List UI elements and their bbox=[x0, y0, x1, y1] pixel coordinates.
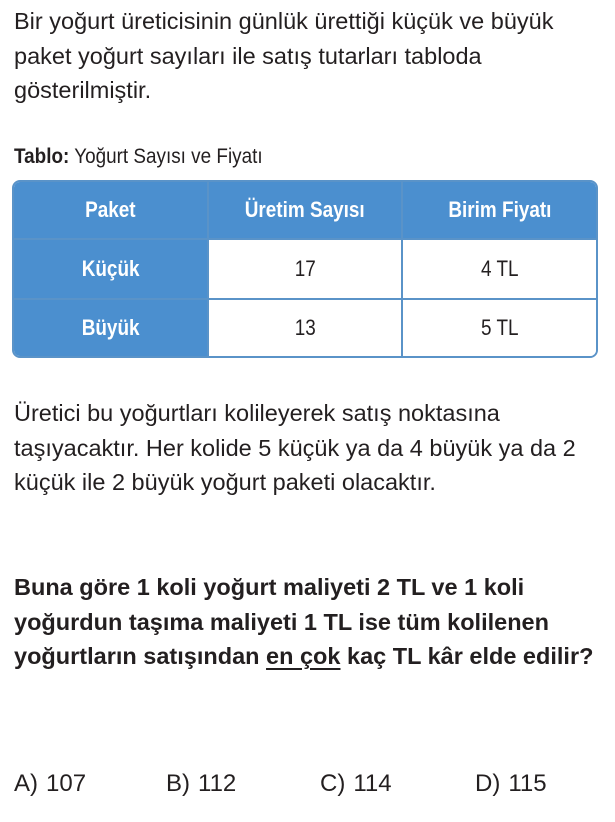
intro-paragraph: Bir yoğurt üreticisinin günlük ürettiği küçük ve büyük paket yoğurt sayıları ile satış tutarları tabloda gösterilmiştir. bbox=[14, 8, 554, 103]
answer-choices bbox=[0, 770, 615, 806]
row-label-buyuk: Büyük bbox=[14, 299, 208, 356]
table-caption-label: Tablo: bbox=[14, 145, 70, 168]
choice-d-value: 115 bbox=[508, 770, 547, 797]
header-paket: Paket bbox=[14, 182, 208, 239]
body-paragraph: Üretici bu yoğurtları kolileyerek satış noktasına taşıyacaktır. Her kolide 5 küçük ya da 4 büyük ya da 2 küçük ile 2 büyük yoğurt paketi olacaktır. bbox=[14, 400, 576, 495]
header-uretim-sayisi: Üretim Sayısı bbox=[208, 182, 402, 239]
table-cell: 5 TL bbox=[402, 299, 596, 356]
table-caption bbox=[14, 143, 263, 171]
choice-b-letter: B) bbox=[166, 770, 190, 797]
choice-d-letter: D) bbox=[475, 770, 501, 797]
question-text bbox=[14, 570, 594, 674]
header-birim-fiyati: Birim Fiyatı bbox=[402, 182, 596, 239]
choice-c-letter: C) bbox=[320, 770, 346, 797]
choice-b[interactable] bbox=[166, 770, 236, 798]
table-cell: 13 bbox=[208, 299, 402, 356]
choice-a[interactable] bbox=[14, 770, 86, 798]
table-cell: 17 bbox=[208, 239, 402, 298]
question-emphasis: en çok bbox=[266, 643, 341, 669]
choice-d[interactable] bbox=[475, 770, 547, 798]
choice-b-value: 112 bbox=[198, 770, 237, 797]
choice-c-value: 114 bbox=[353, 770, 392, 797]
row-label-kucuk: Küçük bbox=[14, 239, 208, 298]
table-row bbox=[14, 299, 596, 356]
yogurt-table bbox=[12, 180, 598, 358]
question-before: Buna göre 1 koli yoğurt maliyeti 2 TL ve 1 koli yoğurdun taşıma maliyeti 1 TL ise tüm kolilenen yoğurtların satışından bbox=[14, 574, 549, 669]
table-row bbox=[14, 239, 596, 298]
table-cell: 4 TL bbox=[402, 239, 596, 298]
choice-a-letter: A) bbox=[14, 770, 38, 797]
table-caption-text: Yoğurt Sayısı ve Fiyatı bbox=[74, 145, 263, 168]
question-after: kaç TL kâr elde edilir? bbox=[347, 643, 594, 669]
choice-c[interactable] bbox=[320, 770, 392, 798]
choice-a-value: 107 bbox=[46, 770, 87, 797]
table-header-row bbox=[14, 182, 596, 239]
